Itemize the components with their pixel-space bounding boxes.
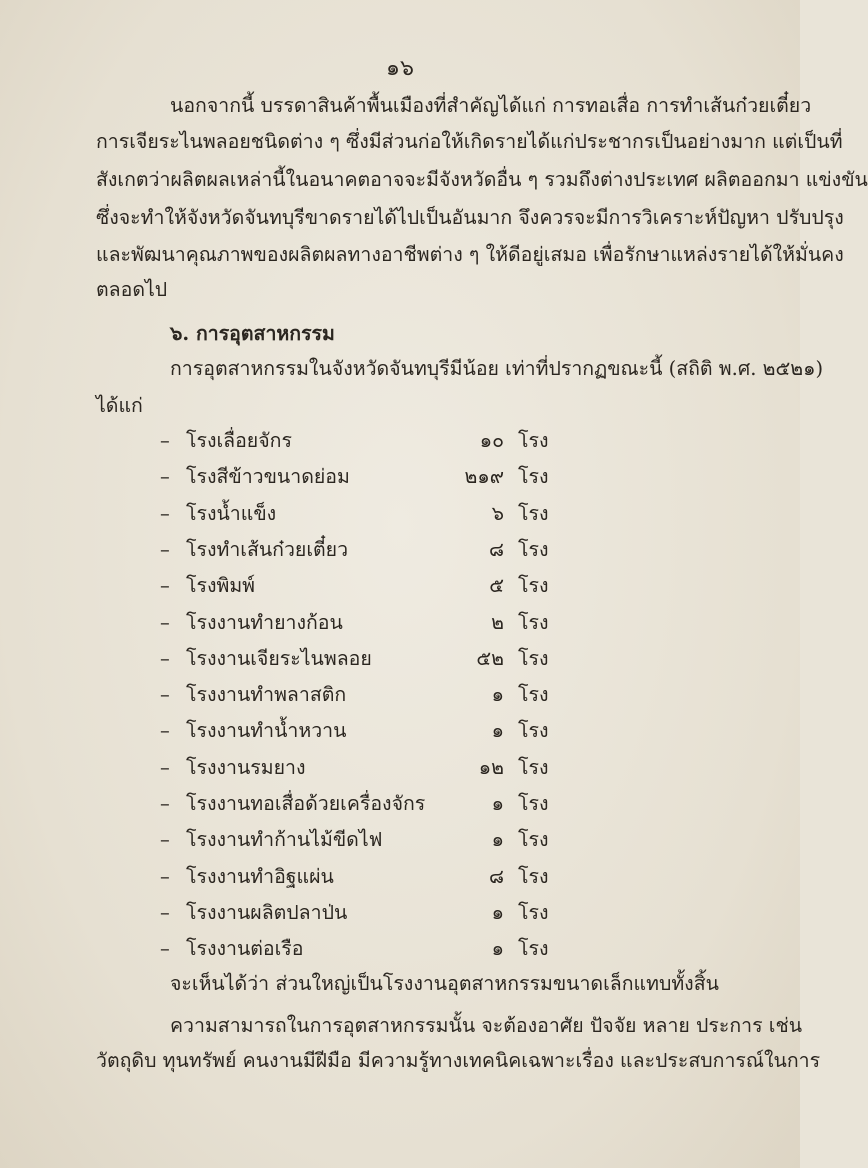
dash-mark: – — [160, 574, 170, 598]
list-item — [160, 644, 560, 674]
industry-count: ๑ — [491, 792, 504, 815]
industry-count: ๕๒ — [476, 646, 504, 670]
industry-name: โรงงานทำยางก้อน — [186, 610, 343, 634]
list-item — [160, 753, 560, 783]
paragraph-line: ซึ่งจะทำให้จังหวัดจันทบุรีขาดรายได้ไปเป็นอันมาก จึงควรจะมีการวิเคราะห์ปัญหา ปรับปรุง — [96, 206, 844, 229]
unit-label: โรง — [518, 828, 549, 852]
industry-name: โรงงานเจียระไนพลอย — [186, 646, 372, 670]
dash-mark: – — [160, 937, 170, 961]
industry-name: โรงงานต่อเรือ — [186, 937, 304, 961]
unit-label: โรง — [518, 610, 549, 634]
paragraph-line: วัตถุดิบ ทุนทรัพย์ คนงานมีฝีมือ มีความรู้ทางเทคนิคเฉพาะเรื่อง และประสบการณ์ในการ — [96, 1049, 821, 1072]
industry-name: โรงงานทำพลาสติก — [186, 683, 347, 707]
dash-mark: – — [160, 610, 170, 634]
dash-mark: – — [160, 755, 170, 779]
list-item — [160, 898, 560, 928]
unit-label: โรง — [518, 465, 549, 489]
dash-mark: – — [160, 900, 170, 924]
unit-label: โรง — [518, 900, 549, 924]
list-item — [160, 825, 560, 855]
industry-count: ๒ — [491, 610, 504, 634]
industry-count: ๘ — [488, 537, 504, 561]
paragraph-line: สังเกตว่าผลิตผลเหล่านี้ในอนาคตอาจจะมีจังหวัดอื่น ๆ รวมถึงต่างประเทศ ผลิตออกมา แข่งขัน — [96, 168, 868, 191]
page-number: ๑๖ — [386, 56, 414, 81]
conclusion-line: จะเห็นได้ว่า ส่วนใหญ่เป็นโรงงานอุตสาหกรรมขนาดเล็กแทบทั้งสิ้น — [170, 972, 719, 995]
paragraph-line: ตลอดไป — [96, 278, 168, 301]
industry-count: ๑ — [491, 683, 504, 707]
unit-label: โรง — [518, 501, 549, 525]
list-item — [160, 934, 560, 964]
dash-mark: – — [160, 792, 170, 815]
dash-mark: – — [160, 501, 170, 525]
list-item — [160, 571, 560, 601]
industry-count: ๑ — [491, 828, 504, 852]
list-item — [160, 535, 560, 565]
list-item — [160, 608, 560, 638]
industry-name: โรงทำเส้นก๋วยเตี๋ยว — [186, 537, 349, 561]
industry-name: โรงงานทำก้านไม้ขีดไฟ — [186, 828, 383, 852]
paragraph-line: นอกจากนี้ บรรดาสินค้าพื้นเมืองที่สำคัญได้แก่ การทอเสื่อ การทำเส้นก๋วยเตี๋ยว — [170, 94, 812, 117]
unit-label: โรง — [518, 683, 549, 707]
industry-count: ๑๐ — [479, 429, 504, 452]
list-item — [160, 716, 560, 746]
unit-label: โรง — [518, 429, 549, 452]
list-item — [160, 462, 560, 492]
unit-label: โรง — [518, 719, 549, 743]
industry-count: ๑ — [491, 937, 504, 961]
industry-count: ๕ — [489, 574, 504, 598]
list-item — [160, 499, 560, 529]
paragraph-line: และพัฒนาคุณภาพของผลิตผลทางอาชีพต่าง ๆ ให้ดีอยู่เสมอ เพื่อรักษาแหล่งรายได้ให้มั่นคง — [96, 243, 844, 266]
unit-label: โรง — [518, 574, 549, 598]
industry-name: โรงเลื่อยจักร — [186, 429, 292, 452]
dash-mark: – — [160, 465, 170, 489]
list-item — [160, 789, 560, 819]
industry-count: ๑ — [491, 719, 504, 743]
industry-name: โรงน้ำแข็ง — [186, 501, 277, 525]
unit-label: โรง — [518, 792, 549, 815]
dash-mark: – — [160, 646, 170, 670]
unit-label: โรง — [518, 755, 549, 779]
dash-mark: – — [160, 828, 170, 852]
industry-name: โรงสีข้าวขนาดย่อม — [186, 465, 350, 489]
industry-name: โรงงานรมยาง — [186, 755, 306, 779]
dash-mark: – — [160, 864, 170, 888]
dash-mark: – — [160, 429, 170, 452]
dash-mark: – — [160, 683, 170, 707]
industry-count: ๘ — [488, 864, 504, 888]
paragraph-line: การเจียระไนพลอยชนิดต่าง ๆ ซึ่งมีส่วนก่อให้เกิดรายได้แก่ประชากรเป็นอย่างมาก แต่เป็นที่ — [96, 130, 843, 153]
unit-label: โรง — [518, 646, 549, 670]
list-item — [160, 426, 560, 456]
unit-label: โรง — [518, 937, 549, 961]
industry-name: โรงงานทำน้ำหวาน — [186, 719, 347, 743]
intro-line: การอุตสาหกรรมในจังหวัดจันทบุรีมีน้อย เท่าที่ปรากฏขณะนี้ (สถิติ พ.ศ. ๒๕๒๑) — [170, 357, 824, 380]
paragraph-line: ความสามารถในการอุตสาหกรรมนั้น จะต้องอาศัย ปัจจัย หลาย ประการ เช่น — [170, 1014, 803, 1037]
industry-name: โรงงานทำอิฐแผ่น — [186, 864, 334, 888]
industry-count: ๒๑๙ — [464, 465, 504, 489]
dash-mark: – — [160, 537, 170, 561]
list-item — [160, 862, 560, 892]
unit-label: โรง — [518, 537, 549, 561]
industry-name: โรงงานทอเสื่อด้วยเครื่องจักร — [186, 792, 426, 815]
dash-mark: – — [160, 719, 170, 743]
unit-label: โรง — [518, 864, 549, 888]
section-heading: ๖. การอุตสาหกรรม — [170, 322, 335, 345]
industry-count: ๑ — [491, 900, 504, 924]
industry-count: ๖ — [491, 501, 504, 525]
intro-line: ได้แก่ — [96, 394, 143, 417]
industry-count: ๑๒ — [478, 755, 504, 779]
industry-name: โรงงานผลิตปลาป่น — [186, 900, 348, 924]
industry-name: โรงพิมพ์ — [186, 574, 256, 598]
list-item — [160, 680, 560, 710]
